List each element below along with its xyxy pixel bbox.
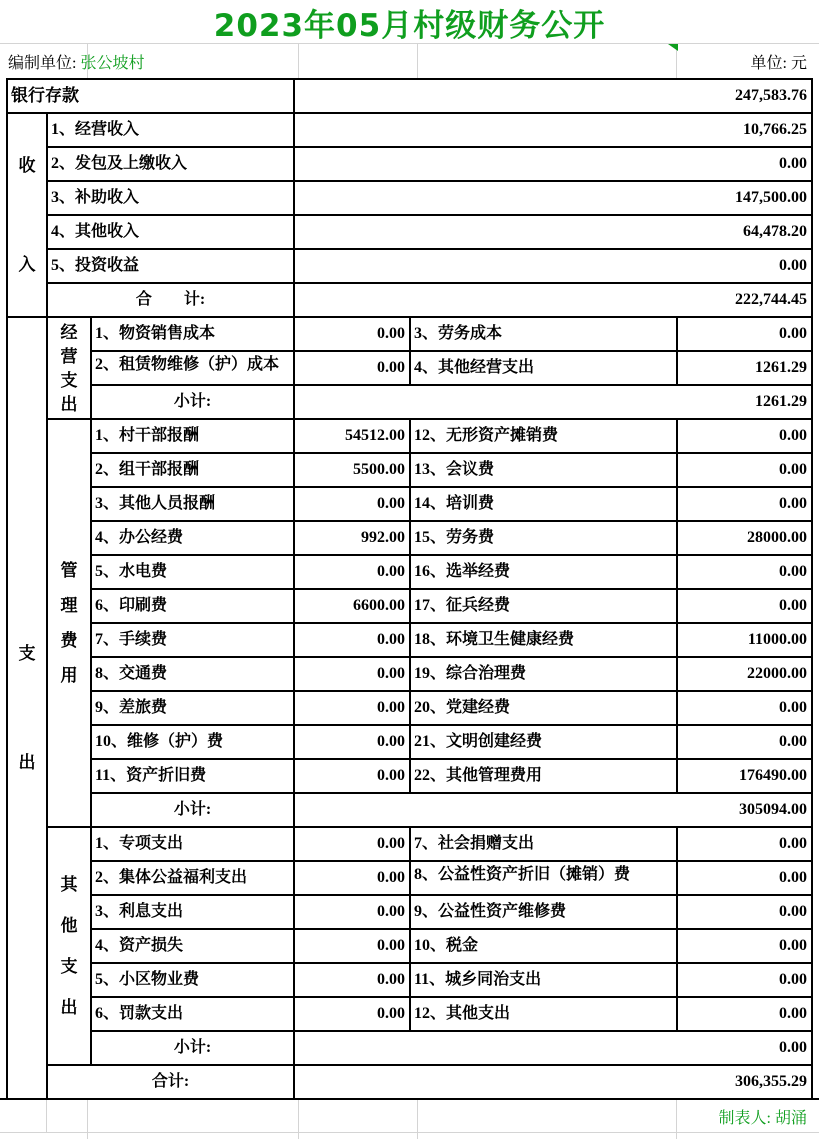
expense-item-value: 0.00: [677, 317, 812, 351]
footer-row: [0, 1100, 813, 1132]
income-item-value: 147,500.00: [294, 181, 812, 215]
expense-item-label: 7、社会捐赠支出: [410, 827, 677, 861]
expense-item-label: 1、村干部报酬: [91, 419, 294, 453]
expense-item-value: 0.00: [677, 691, 812, 725]
table-row: [7, 521, 812, 555]
expense-item-value: 0.00: [677, 963, 812, 997]
table-row: [7, 487, 812, 521]
expense-subtotal-label: 小计:: [91, 1031, 294, 1065]
prepared-by-label: 编制单位:: [8, 54, 77, 72]
gridline: [676, 1133, 677, 1139]
expense-item-label: 3、劳务成本: [410, 317, 677, 351]
income-total-label: 合 计:: [47, 283, 294, 317]
income-total-value: 222,744.45: [294, 283, 812, 317]
table-row: [7, 1065, 812, 1099]
expense-item-label: 20、党建经费: [410, 691, 677, 725]
expense-item-label: 2、租赁物维修（护）成本: [91, 351, 294, 385]
expense-item-label: 3、其他人员报酬: [91, 487, 294, 521]
meta-row: [6, 44, 811, 78]
expense-section-label: 经 营 支 出: [47, 317, 91, 419]
expense-item-label: 7、手续费: [91, 623, 294, 657]
expense-item-value: 0.00: [294, 827, 410, 861]
expense-item-label: 14、培训费: [410, 487, 677, 521]
bank-deposit-label: 银行存款: [7, 79, 294, 113]
unit-label: 单位: 元: [750, 54, 807, 72]
expense-item-value: 54512.00: [294, 419, 410, 453]
expense-item-label: 15、劳务费: [410, 521, 677, 555]
income-item-value: 0.00: [294, 147, 812, 181]
table-row: [7, 147, 812, 181]
table-row: [7, 419, 812, 453]
expense-item-value: 0.00: [294, 555, 410, 589]
expense-item-label: 11、资产折旧费: [91, 759, 294, 793]
expense-item-value: 0.00: [294, 623, 410, 657]
expense-item-label: 10、税金: [410, 929, 677, 963]
expense-item-label: 2、组干部报酬: [91, 453, 294, 487]
income-item-label: 4、其他收入: [47, 215, 294, 249]
table-row: [7, 215, 812, 249]
expense-item-value: 0.00: [294, 861, 410, 895]
made-by-value: 胡涌: [774, 1109, 807, 1127]
table-row: [7, 759, 812, 793]
table-row: [7, 351, 812, 385]
expense-item-label: 12、无形资产摊销费: [410, 419, 677, 453]
prepared-by-value: 张公坡村: [80, 54, 145, 72]
expense-item-label: 2、集体公益福利支出: [91, 861, 294, 895]
expense-item-label: 5、水电费: [91, 555, 294, 589]
expense-item-label: 21、文明创建经费: [410, 725, 677, 759]
expense-item-value: 5500.00: [294, 453, 410, 487]
expense-item-label: 9、差旅费: [91, 691, 294, 725]
expense-item-value: 0.00: [677, 555, 812, 589]
income-item-label: 2、发包及上缴收入: [47, 147, 294, 181]
expense-item-value: 0.00: [677, 997, 812, 1031]
expense-group-label: 支 出: [7, 317, 47, 1099]
expense-item-value: 22000.00: [677, 657, 812, 691]
table-row: [7, 929, 812, 963]
income-group-label: 收 入: [7, 113, 47, 317]
expense-item-value: 0.00: [294, 895, 410, 929]
table-row: [7, 181, 812, 215]
expense-item-label: 13、会议费: [410, 453, 677, 487]
table-row: [7, 725, 812, 759]
expense-item-label: 11、城乡同治支出: [410, 963, 677, 997]
table-row: [7, 453, 812, 487]
table-row: [7, 113, 812, 147]
expense-item-value: 11000.00: [677, 623, 812, 657]
expense-item-value: 0.00: [677, 725, 812, 759]
table-row: [7, 249, 812, 283]
expense-item-value: 0.00: [294, 317, 410, 351]
title-row: [0, 0, 819, 44]
expense-item-value: 0.00: [677, 419, 812, 453]
expense-total-value: 306,355.29: [294, 1065, 812, 1099]
bank-deposit-value: 247,583.76: [294, 79, 812, 113]
income-item-value: 0.00: [294, 249, 812, 283]
table-row: [7, 963, 812, 997]
income-item-label: 5、投资收益: [47, 249, 294, 283]
table-row: [7, 283, 812, 317]
prepared-by: [6, 50, 144, 73]
expense-subtotal-value: 1261.29: [294, 385, 812, 419]
table-row: [7, 79, 812, 113]
expense-item-value: 992.00: [294, 521, 410, 555]
table-row: [7, 793, 812, 827]
expense-item-value: 0.00: [677, 861, 812, 895]
table-row: [7, 623, 812, 657]
expense-item-label: 6、罚款支出: [91, 997, 294, 1031]
income-item-label: 3、补助收入: [47, 181, 294, 215]
expense-total-label: 合计:: [47, 1065, 294, 1099]
expense-item-value: 6600.00: [294, 589, 410, 623]
expense-item-value: 0.00: [294, 691, 410, 725]
expense-item-value: 0.00: [677, 589, 812, 623]
expense-item-label: 6、印刷费: [91, 589, 294, 623]
expense-item-value: 1261.29: [677, 351, 812, 385]
expense-item-label: 19、综合治理费: [410, 657, 677, 691]
income-item-value: 10,766.25: [294, 113, 812, 147]
expense-item-label: 3、利息支出: [91, 895, 294, 929]
table-row: [7, 827, 812, 861]
table-row: [7, 861, 812, 895]
expense-subtotal-value: 305094.00: [294, 793, 812, 827]
expense-item-value: 176490.00: [677, 759, 812, 793]
expense-section-label: 其 他 支 出: [47, 827, 91, 1065]
expense-section-label: 管 理 费 用: [47, 419, 91, 827]
expense-item-label: 9、公益性资产维修费: [410, 895, 677, 929]
expense-item-label: 5、小区物业费: [91, 963, 294, 997]
expense-item-value: 0.00: [294, 657, 410, 691]
gridline: [298, 1133, 299, 1139]
income-item-label: 1、经营收入: [47, 113, 294, 147]
expense-item-value: 0.00: [294, 725, 410, 759]
expense-item-value: 0.00: [677, 827, 812, 861]
income-item-value: 64,478.20: [294, 215, 812, 249]
gridline: [417, 1133, 418, 1139]
expense-item-label: 8、交通费: [91, 657, 294, 691]
gridline: [87, 1133, 88, 1139]
table-row: [7, 657, 812, 691]
expense-item-label: 4、其他经营支出: [410, 351, 677, 385]
expense-item-value: 0.00: [294, 963, 410, 997]
expense-item-value: 0.00: [294, 929, 410, 963]
table-row: [7, 317, 812, 351]
financial-table: [6, 78, 813, 1100]
expense-item-value: 0.00: [677, 895, 812, 929]
expense-item-label: 16、选举经费: [410, 555, 677, 589]
table-row: [7, 691, 812, 725]
expense-subtotal-label: 小计:: [91, 385, 294, 419]
expense-item-label: 8、公益性资产折旧（摊销）费: [410, 861, 677, 895]
expense-item-label: 1、物资销售成本: [91, 317, 294, 351]
expense-item-value: 0.00: [294, 487, 410, 521]
expense-subtotal-value: 0.00: [294, 1031, 812, 1065]
expense-item-value: 0.00: [294, 759, 410, 793]
gridline: [0, 1132, 819, 1133]
table-row: [7, 997, 812, 1031]
expense-item-label: 17、征兵经费: [410, 589, 677, 623]
expense-item-value: 28000.00: [677, 521, 812, 555]
table-row: [7, 385, 812, 419]
expense-item-value: 0.00: [677, 929, 812, 963]
expense-item-label: 1、专项支出: [91, 827, 294, 861]
made-by-label: 制表人:: [718, 1109, 771, 1127]
expense-item-label: 4、资产损失: [91, 929, 294, 963]
expense-item-label: 10、维修（护）费: [91, 725, 294, 759]
expense-item-value: 0.00: [294, 997, 410, 1031]
table-row: [7, 895, 812, 929]
expense-item-value: 0.00: [677, 487, 812, 521]
expense-item-label: 12、其他支出: [410, 997, 677, 1031]
expense-item-label: 22、其他管理费用: [410, 759, 677, 793]
table-row: [7, 555, 812, 589]
expense-item-value: 0.00: [677, 453, 812, 487]
expense-item-label: 4、办公经费: [91, 521, 294, 555]
expense-subtotal-label: 小计:: [91, 793, 294, 827]
table-row: [7, 1031, 812, 1065]
page-title: 2023年05月村级财务公开: [213, 7, 606, 44]
expense-item-value: 0.00: [294, 351, 410, 385]
table-row: [7, 589, 812, 623]
expense-item-label: 18、环境卫生健康经费: [410, 623, 677, 657]
